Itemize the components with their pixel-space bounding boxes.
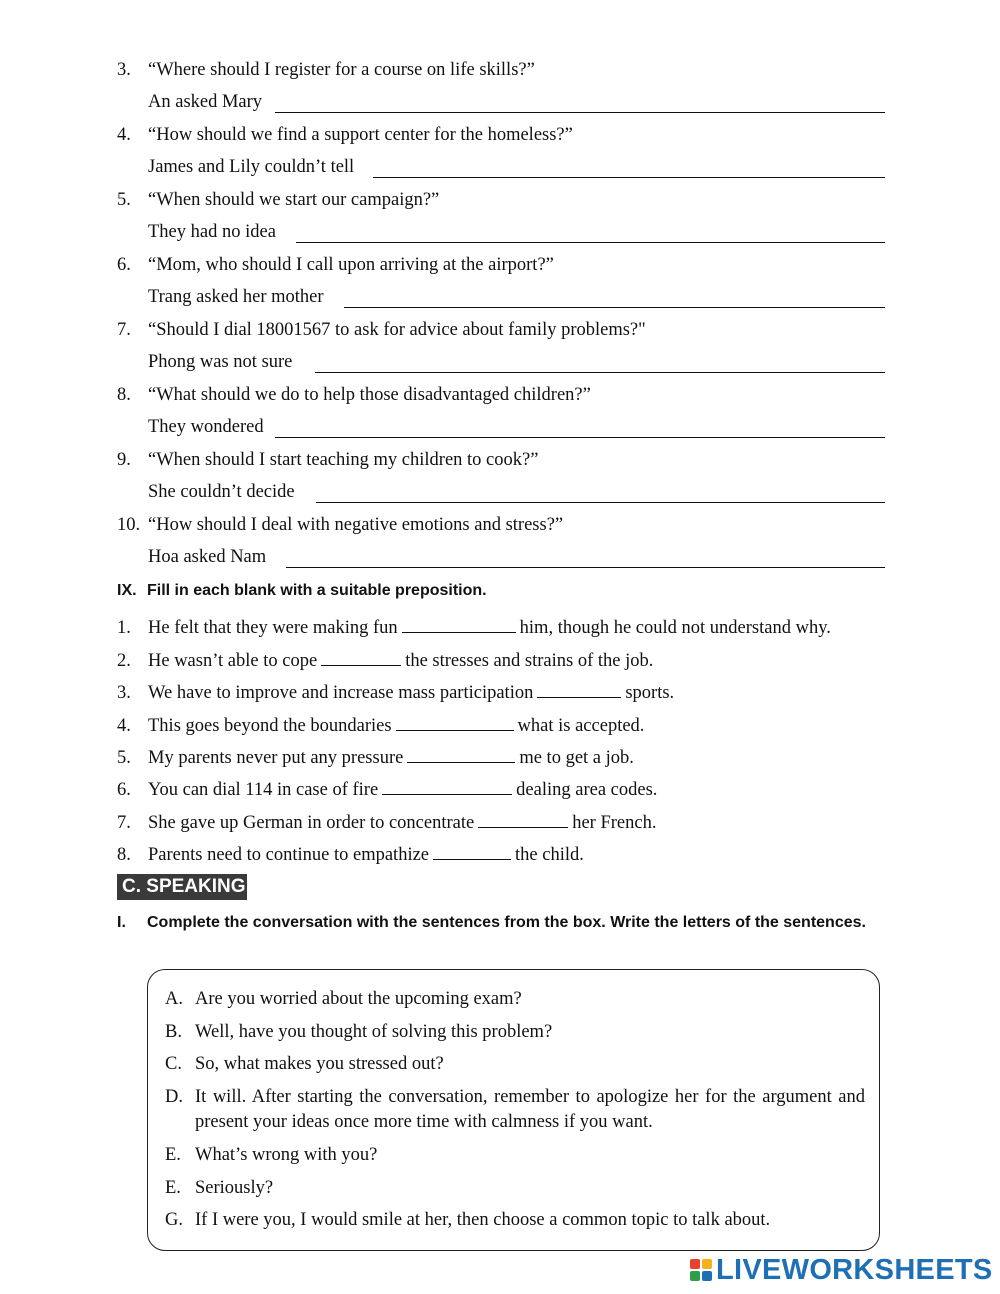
- answer-prompt: They had no idea: [148, 222, 276, 242]
- sentence-after: what is accepted.: [517, 716, 645, 736]
- reported-speech-item: [117, 125, 887, 190]
- sentence-option: [165, 1052, 865, 1077]
- sentence-before: My parents never put any pressure: [148, 748, 404, 768]
- answer-blank[interactable]: [315, 352, 885, 373]
- item-number: 8.: [117, 845, 131, 865]
- option-text: If I were you, I would smile at her, then choose a common topic to talk about.: [195, 1210, 771, 1230]
- liveworksheets-logo[interactable]: [690, 1254, 993, 1286]
- preposition-item: [117, 809, 887, 834]
- sentence-box: [147, 969, 880, 1251]
- speaking-instruction: [117, 909, 887, 936]
- option-letter: A.: [165, 989, 183, 1009]
- section-number: IX.: [117, 582, 137, 599]
- liveworksheets-logo-icon: [690, 1259, 712, 1281]
- option-letter: C.: [165, 1054, 182, 1074]
- question-text: “When should I start teaching my children to cook?”: [148, 450, 539, 470]
- option-letter: B.: [165, 1022, 182, 1042]
- answer-blank[interactable]: [321, 647, 401, 666]
- instruction-number: I.: [117, 914, 126, 931]
- sentence-option: [165, 1020, 865, 1045]
- answer-blank[interactable]: [478, 809, 568, 828]
- preposition-item: [117, 647, 887, 672]
- sentence-before: This goes beyond the boundaries: [148, 716, 392, 736]
- preposition-item: [117, 776, 887, 801]
- item-number: 6.: [117, 255, 131, 275]
- question-text: “What should we do to help those disadvantaged children?”: [148, 385, 591, 405]
- sentence-after: him, though he could not understand why.: [519, 618, 831, 638]
- item-number: 9.: [117, 450, 131, 470]
- section-ix-heading: [117, 582, 487, 600]
- answer-prompt: They wondered: [148, 417, 264, 437]
- item-number: 7.: [117, 813, 131, 833]
- option-letter: G.: [165, 1210, 183, 1230]
- reported-speech-item: [117, 515, 887, 580]
- sentence-before: He felt that they were making fun: [148, 618, 398, 638]
- sentence-after: her French.: [572, 813, 657, 833]
- logo-square: [690, 1271, 700, 1281]
- answer-blank[interactable]: [407, 744, 515, 763]
- section-title: Fill in each blank with a suitable preposition.: [147, 582, 487, 599]
- option-text: Seriously?: [195, 1178, 274, 1198]
- answer-blank[interactable]: [396, 712, 514, 731]
- sentence-before: Parents need to continue to empathize: [148, 845, 430, 865]
- sentence-before: You can dial 114 in case of fire: [148, 780, 379, 800]
- answer-blank[interactable]: [373, 157, 885, 178]
- option-letter: E.: [165, 1145, 181, 1165]
- preposition-item: [117, 841, 887, 866]
- answer-blank[interactable]: [296, 222, 885, 243]
- answer-blank[interactable]: [286, 547, 885, 568]
- answer-prompt: Trang asked her mother: [148, 287, 324, 307]
- question-text: “How should I deal with negative emotions and stress?”: [148, 515, 564, 535]
- answer-prompt: James and Lily couldn’t tell: [148, 157, 355, 177]
- sentence-after: dealing area codes.: [516, 780, 658, 800]
- item-number: 2.: [117, 651, 131, 671]
- sentence-option: [165, 1208, 865, 1233]
- sentence-option: [165, 1176, 865, 1201]
- question-text: “Mom, who should I call upon arriving at the airport?”: [148, 255, 554, 275]
- answer-blank[interactable]: [433, 841, 511, 860]
- item-number: 7.: [117, 320, 131, 340]
- answer-prompt: An asked Mary: [148, 92, 263, 112]
- question-text: “When should we start our campaign?”: [148, 190, 440, 210]
- item-number: 3.: [117, 683, 131, 703]
- answer-prompt: Phong was not sure: [148, 352, 293, 372]
- answer-blank[interactable]: [316, 482, 885, 503]
- logo-square: [702, 1271, 712, 1281]
- sentence-before: She gave up German in order to concentrate: [148, 813, 475, 833]
- instruction-text: Complete the conversation with the sentences from the box. Write the letters of the sentences.: [147, 914, 866, 931]
- item-number: 4.: [117, 125, 131, 145]
- item-number: 3.: [117, 60, 131, 80]
- reported-speech-item: [117, 60, 887, 125]
- question-text: “How should we find a support center for the homeless?”: [148, 125, 573, 145]
- logo-square: [702, 1259, 712, 1269]
- answer-blank[interactable]: [402, 614, 516, 633]
- reported-speech-item: [117, 320, 887, 385]
- reported-speech-item: [117, 450, 887, 515]
- answer-blank[interactable]: [537, 679, 621, 698]
- preposition-item: [117, 712, 887, 737]
- item-number: 6.: [117, 780, 131, 800]
- option-text: What’s wrong with you?: [195, 1145, 378, 1165]
- sentence-after: me to get a job.: [519, 748, 634, 768]
- reported-speech-item: [117, 255, 887, 320]
- sentence-before: We have to improve and increase mass participation: [148, 683, 534, 703]
- option-text: It will. After starting the conversation, remember to apologize her for the argument and present your ideas once more time with calmness if you want.: [195, 1087, 865, 1132]
- option-text: So, what makes you stressed out?: [195, 1054, 444, 1074]
- item-number: 5.: [117, 190, 131, 210]
- sentence-before: He wasn’t able to cope: [148, 651, 318, 671]
- sentence-after: sports.: [625, 683, 675, 703]
- option-letter: E.: [165, 1178, 181, 1198]
- answer-blank[interactable]: [275, 92, 885, 113]
- question-text: “Should I dial 18001567 to ask for advice about family problems?": [148, 320, 646, 340]
- sentence-after: the child.: [515, 845, 584, 865]
- sentence-option: [165, 987, 865, 1012]
- preposition-item: [117, 744, 887, 769]
- item-number: 8.: [117, 385, 131, 405]
- answer-blank[interactable]: [382, 776, 512, 795]
- reported-speech-item: [117, 190, 887, 255]
- preposition-item: [117, 679, 887, 704]
- sentence-option: [165, 1085, 865, 1135]
- answer-blank[interactable]: [344, 287, 885, 308]
- option-text: Well, have you thought of solving this problem?: [195, 1022, 553, 1042]
- logo-text: LIVEWORKSHEETS: [716, 1253, 993, 1286]
- sentence-option: [165, 1143, 865, 1168]
- reported-speech-item: [117, 385, 887, 450]
- logo-square: [690, 1259, 700, 1269]
- answer-prompt: She couldn’t decide: [148, 482, 295, 502]
- option-letter: D.: [165, 1087, 183, 1107]
- sentence-after: the stresses and strains of the job.: [405, 651, 654, 671]
- answer-prompt: Hoa asked Nam: [148, 547, 267, 567]
- item-number: 1.: [117, 618, 131, 638]
- item-number: 5.: [117, 748, 131, 768]
- preposition-item: [117, 614, 887, 639]
- question-text: “Where should I register for a course on life skills?”: [148, 60, 535, 80]
- item-number: 4.: [117, 716, 131, 736]
- answer-blank[interactable]: [275, 417, 885, 438]
- speaking-section-heading: C. SPEAKING: [117, 874, 247, 900]
- option-text: Are you worried about the upcoming exam?: [195, 989, 522, 1009]
- item-number: 10.: [117, 515, 141, 535]
